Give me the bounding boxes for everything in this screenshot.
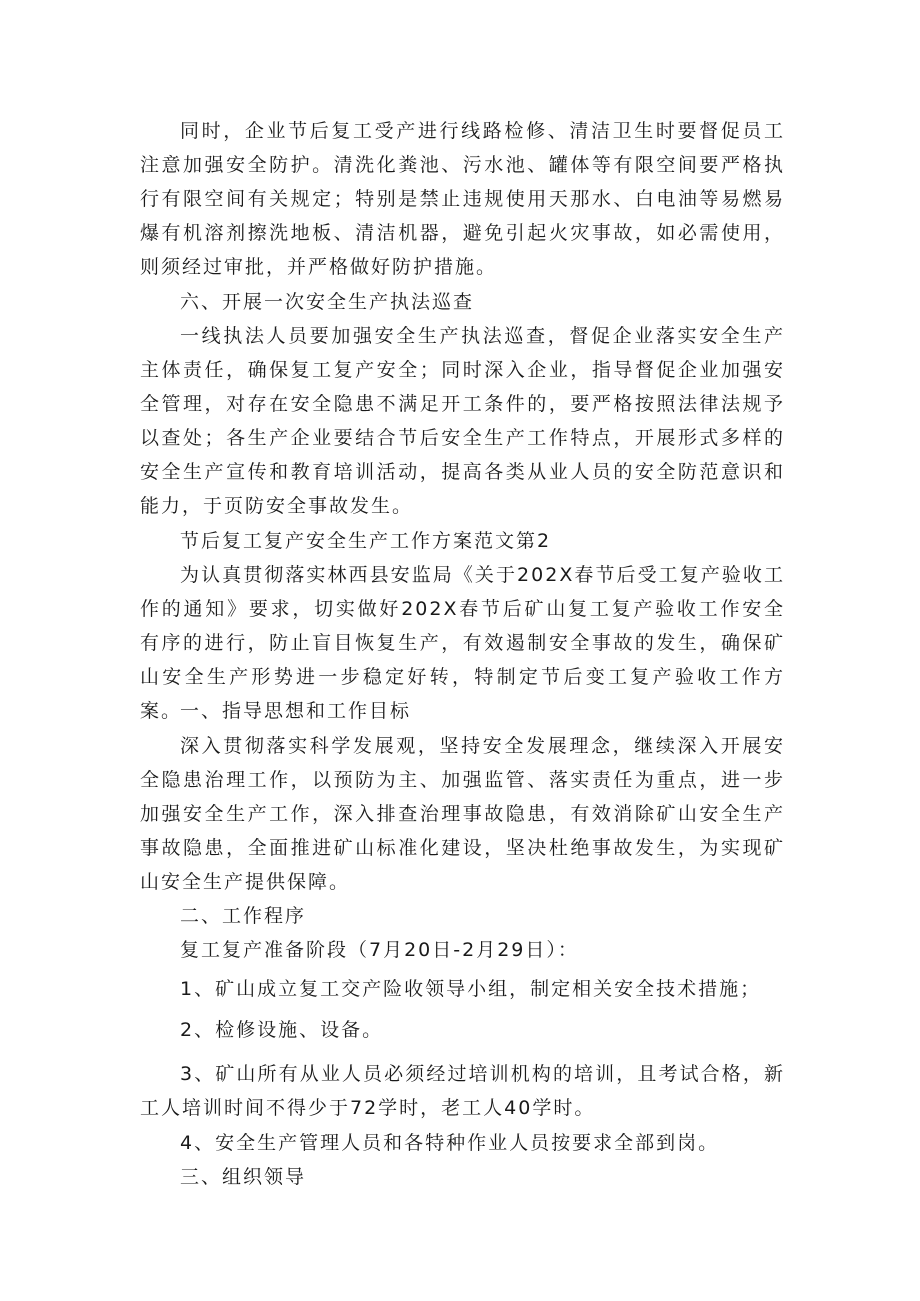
heading-two: 二、工作程序 bbox=[180, 905, 307, 927]
heading-six: 六、开展一次安全生产执法巡查 bbox=[180, 291, 475, 313]
paragraph-guiding-thought: 深入贯彻落实科学发展观，坚持安全发展理念，继续深入开展安全隐患治理工作，以预防为主、加强监管、落实责任为重点，进一步加强安全生产工作，深入排查治理事故隐患，有效消除矿山安全生产事故隐患，全面推进矿山标准化建设，坚决杜绝事故发生，为实现矿山安全生产提供保障。 bbox=[140, 735, 785, 893]
paragraph-notice: 为认真贯彻落实林西县安监局《关于202X春节后受工复产验收工作的通知》要求，切实做好202X春节后矿山复工复产验收工作安全有序的进行，防止盲目恢复生产，有效遏制安全事故的发生，确保矿山安全生产形势进一步稳定好转，特制定节后变工复产验收工作方案。 bbox=[140, 564, 785, 722]
list-item-2: 2、检修设施、设备。 bbox=[180, 1019, 384, 1041]
list-item-1: 1、矿山成立复工交产险收领导小组，制定相关安全技术措施； bbox=[180, 978, 762, 1000]
paragraph-inspection: 一线执法人员要加强安全生产执法巡查，督促企业落实安全生产主体责任，确保复工复产安全；同时深入企业，指导督促企业加强安全管理，对存在安全隐患不满足开工条件的，要严格按照法律法规予以查处；各生产企业要结合节后安全生产工作特点，开展形式多样的安全生产宣传和教育培训活动，提高各类从业人员的安全防范意识和能力，于页防安全事故发生。 bbox=[140, 325, 785, 517]
paragraph-safety-protection: 同时，企业节后复工受产进行线路检修、清洁卫生时要督促员工注意加强安全防护。清洗化粪池、污水池、罐体等有限空间要严格执行有限空间有关规定；特别是禁止违规使用天那水、白电油等易燃易爆有机溶剂擦洗地板、清洁机器，避免引起火灾事故，如必需使用，则须经过审批，并严格做好防护措施。 bbox=[140, 120, 785, 278]
heading-one: 一、指导思想和工作目标 bbox=[180, 700, 412, 722]
list-item-3: 3、矿山所有从业人员必须经过培训机构的培训，且考试合格，新工人培训时间不得少于72学时，老工人40学时。 bbox=[140, 1063, 785, 1119]
stage-label: 复工复产准备阶段（7月20日-2月29日）： bbox=[180, 939, 579, 961]
section-title-2: 节后复工复产安全生产工作方案范文第2 bbox=[180, 530, 552, 552]
list-item-4: 4、安全生产管理人员和各特种作业人员按要求全部到岗。 bbox=[180, 1132, 720, 1154]
heading-three: 三、组织领导 bbox=[180, 1166, 307, 1188]
